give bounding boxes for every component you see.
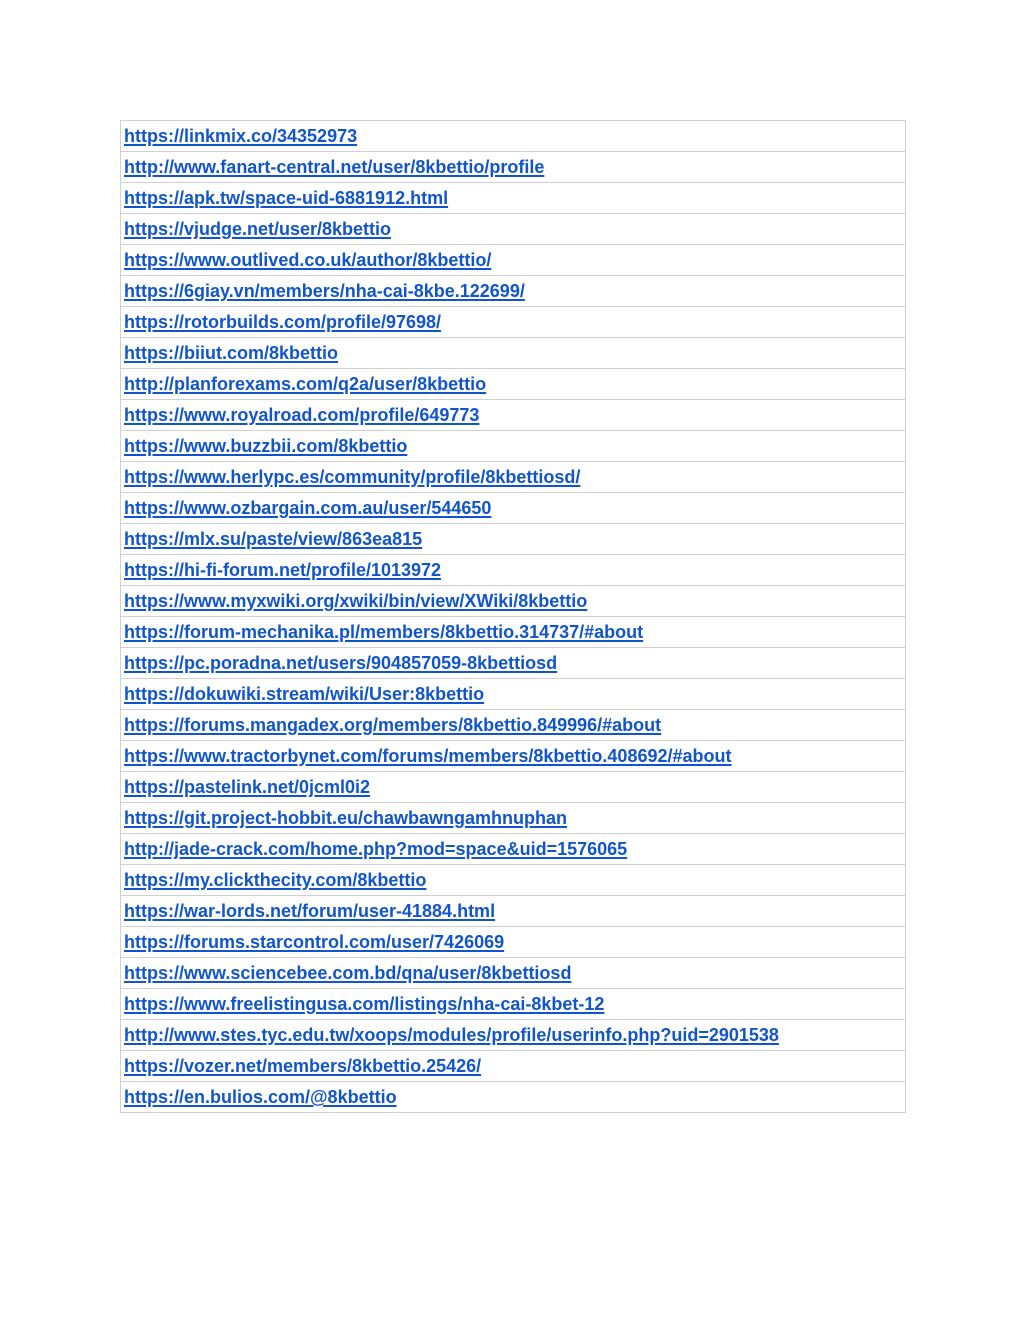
table-row bbox=[121, 896, 906, 927]
table-row bbox=[121, 276, 906, 307]
link[interactable]: https://biiut.com/8kbettio bbox=[124, 343, 338, 363]
table-cell bbox=[121, 617, 906, 648]
link[interactable]: https://www.myxwiki.org/xwiki/bin/view/XWiki/8kbettio bbox=[124, 591, 588, 611]
link[interactable]: https://www.freelistingusa.com/listings/nha-cai-8kbet-12 bbox=[124, 994, 605, 1014]
table-row bbox=[121, 803, 906, 834]
link[interactable]: https://www.tractorbynet.com/forums/members/8kbettio.408692/#about bbox=[124, 746, 732, 766]
table-row bbox=[121, 369, 906, 400]
table-row bbox=[121, 524, 906, 555]
table-cell bbox=[121, 307, 906, 338]
links-table-body bbox=[121, 121, 906, 1113]
link[interactable]: https://www.outlived.co.uk/author/8kbettio/ bbox=[124, 250, 492, 270]
link[interactable]: https://mlx.su/paste/view/863ea815 bbox=[124, 529, 423, 549]
table-cell bbox=[121, 1020, 906, 1051]
table-cell bbox=[121, 648, 906, 679]
link[interactable]: https://pastelink.net/0jcml0i2 bbox=[124, 777, 371, 797]
table-row bbox=[121, 865, 906, 896]
link[interactable]: http://www.fanart-central.net/user/8kbettio/profile bbox=[124, 157, 545, 177]
link[interactable]: https://forums.mangadex.org/members/8kbettio.849996/#about bbox=[124, 715, 662, 735]
table-row bbox=[121, 958, 906, 989]
link[interactable]: https://pc.poradna.net/users/904857059-8kbettiosd bbox=[124, 653, 558, 673]
table-cell bbox=[121, 679, 906, 710]
link[interactable]: https://www.sciencebee.com.bd/qna/user/8kbettiosd bbox=[124, 963, 572, 983]
table-row bbox=[121, 1051, 906, 1082]
link[interactable]: https://git.project-hobbit.eu/chawbawngamhnuphan bbox=[124, 808, 567, 828]
table-cell bbox=[121, 524, 906, 555]
table-cell bbox=[121, 121, 906, 152]
table-cell bbox=[121, 586, 906, 617]
table-row bbox=[121, 834, 906, 865]
link[interactable]: http://www.stes.tyc.edu.tw/xoops/modules/profile/userinfo.php?uid=2901538 bbox=[124, 1025, 779, 1045]
table-cell bbox=[121, 338, 906, 369]
table-cell bbox=[121, 927, 906, 958]
link[interactable]: https://vjudge.net/user/8kbettio bbox=[124, 219, 392, 239]
table-cell bbox=[121, 245, 906, 276]
table-cell bbox=[121, 865, 906, 896]
link[interactable]: https://www.buzzbii.com/8kbettio bbox=[124, 436, 408, 456]
link[interactable]: https://www.herlypc.es/community/profile/8kbettiosd/ bbox=[124, 467, 581, 487]
table-row bbox=[121, 772, 906, 803]
table-cell bbox=[121, 214, 906, 245]
table-row bbox=[121, 1020, 906, 1051]
table-cell bbox=[121, 152, 906, 183]
table-cell bbox=[121, 1051, 906, 1082]
table-cell bbox=[121, 183, 906, 214]
table-row bbox=[121, 648, 906, 679]
table-row bbox=[121, 710, 906, 741]
table-cell bbox=[121, 803, 906, 834]
table-row bbox=[121, 214, 906, 245]
table-cell bbox=[121, 276, 906, 307]
table-row bbox=[121, 183, 906, 214]
table-row bbox=[121, 245, 906, 276]
table-row bbox=[121, 121, 906, 152]
table-row bbox=[121, 679, 906, 710]
link[interactable]: https://forum-mechanika.pl/members/8kbettio.314737/#about bbox=[124, 622, 644, 642]
link[interactable]: http://jade-crack.com/home.php?mod=space&uid=1576065 bbox=[124, 839, 628, 859]
table-cell bbox=[121, 462, 906, 493]
table-row bbox=[121, 400, 906, 431]
table-row bbox=[121, 617, 906, 648]
table-cell bbox=[121, 741, 906, 772]
table-row bbox=[121, 493, 906, 524]
table-cell bbox=[121, 555, 906, 586]
table-cell bbox=[121, 896, 906, 927]
table-row bbox=[121, 741, 906, 772]
table-cell bbox=[121, 958, 906, 989]
link[interactable]: https://war-lords.net/forum/user-41884.html bbox=[124, 901, 496, 921]
table-cell bbox=[121, 369, 906, 400]
link[interactable]: https://en.bulios.com/@8kbettio bbox=[124, 1087, 397, 1107]
link[interactable]: https://vozer.net/members/8kbettio.25426/ bbox=[124, 1056, 482, 1076]
table-cell bbox=[121, 1082, 906, 1113]
table-row bbox=[121, 152, 906, 183]
table-row bbox=[121, 586, 906, 617]
table-cell bbox=[121, 772, 906, 803]
link[interactable]: https://hi-fi-forum.net/profile/1013972 bbox=[124, 560, 442, 580]
table-row bbox=[121, 462, 906, 493]
link[interactable]: https://www.royalroad.com/profile/649773 bbox=[124, 405, 480, 425]
link[interactable]: http://planforexams.com/q2a/user/8kbettio bbox=[124, 374, 487, 394]
link[interactable]: https://dokuwiki.stream/wiki/User:8kbettio bbox=[124, 684, 485, 704]
table-cell bbox=[121, 710, 906, 741]
table-row bbox=[121, 989, 906, 1020]
links-table bbox=[120, 120, 906, 1113]
table-cell bbox=[121, 400, 906, 431]
link[interactable]: https://rotorbuilds.com/profile/97698/ bbox=[124, 312, 442, 332]
table-row bbox=[121, 431, 906, 462]
table-row bbox=[121, 338, 906, 369]
link[interactable]: https://linkmix.co/34352973 bbox=[124, 126, 358, 146]
link[interactable]: https://my.clickthecity.com/8kbettio bbox=[124, 870, 427, 890]
table-row bbox=[121, 307, 906, 338]
table-cell bbox=[121, 493, 906, 524]
link[interactable]: https://apk.tw/space-uid-6881912.html bbox=[124, 188, 449, 208]
table-cell bbox=[121, 431, 906, 462]
table-cell bbox=[121, 834, 906, 865]
table-row bbox=[121, 927, 906, 958]
table-row bbox=[121, 1082, 906, 1113]
link[interactable]: https://6giay.vn/members/nha-cai-8kbe.122699/ bbox=[124, 281, 525, 301]
table-row bbox=[121, 555, 906, 586]
table-cell bbox=[121, 989, 906, 1020]
link[interactable]: https://forums.starcontrol.com/user/7426069 bbox=[124, 932, 505, 952]
link[interactable]: https://www.ozbargain.com.au/user/544650 bbox=[124, 498, 492, 518]
